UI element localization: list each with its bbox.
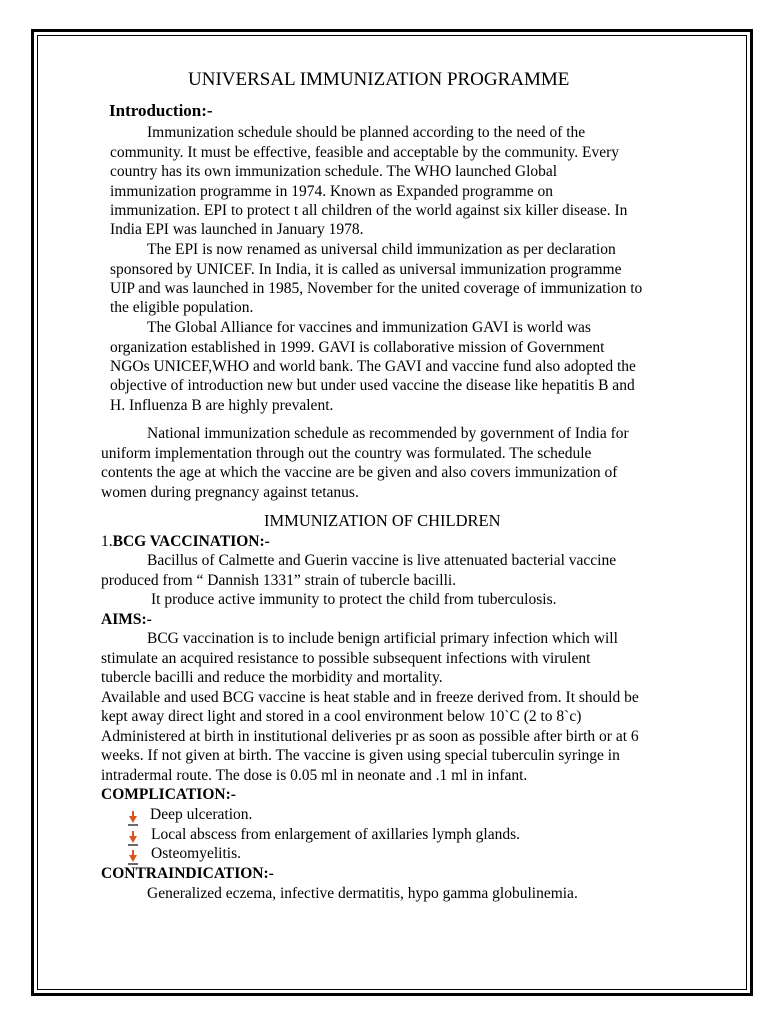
aims-text-line: weeks. If not given at birth. The vaccine is given using special tuberculin syringe in bbox=[101, 747, 620, 764]
contraindication-text: Generalized eczema, infective dermatitis, hypo gamma globulinemia. bbox=[147, 885, 578, 902]
intro-p1-line: immunization. EPI to protect t all children of the world against six killer disease. In bbox=[110, 202, 628, 219]
intro-p3-line: objective of introduction new but under used vaccine the disease like hepatitis B and bbox=[110, 377, 635, 394]
intro-p2-line: sponsored by UNICEF. In India, it is called as universal immunization programme bbox=[110, 261, 622, 278]
intro-p4-line: women during pregnancy against tetanus. bbox=[101, 484, 359, 501]
down-arrow-bullet-icon bbox=[129, 816, 137, 823]
complication-heading: COMPLICATION:- bbox=[101, 786, 236, 803]
complication-item: Deep ulceration. bbox=[150, 806, 253, 823]
contraindication-heading: CONTRAINDICATION:- bbox=[101, 865, 274, 882]
bcg-text-line: It produce active immunity to protect the child from tuberculosis. bbox=[151, 591, 557, 608]
intro-p3-line: NGOs UNICEF,WHO and world bank. The GAVI and vaccine fund also adopted the bbox=[110, 358, 636, 375]
intro-p3-line: organization established in 1999. GAVI is collaborative mission of Government bbox=[110, 339, 605, 356]
aims-text-line: Available and used BCG vaccine is heat stable and in freeze derived from. It should be bbox=[101, 689, 639, 706]
complication-item: Local abscess from enlargement of axillaries lymph glands. bbox=[151, 826, 521, 843]
bcg-heading-line bbox=[101, 532, 270, 551]
intro-p4-line: uniform implementation through out the country was formulated. The schedule bbox=[101, 445, 592, 462]
intro-p2-line: the eligible population. bbox=[110, 299, 254, 316]
children-section-heading: IMMUNIZATION OF CHILDREN bbox=[264, 511, 501, 530]
intro-p1-line: Immunization schedule should be planned according to the need of the bbox=[147, 124, 586, 141]
aims-text-line: Administered at birth in institutional deliveries pr as soon as possible after birth or at 6 bbox=[101, 728, 639, 745]
aims-text-line: tubercle bacilli and reduce the morbidity and mortality. bbox=[101, 669, 443, 686]
bullet-underline bbox=[128, 824, 138, 826]
aims-text-line: BCG vaccination is to include benign artificial primary infection which will bbox=[147, 630, 618, 647]
bcg-text-line: Bacillus of Calmette and Guerin vaccine is live attenuated bacterial vaccine bbox=[147, 552, 617, 569]
aims-heading: AIMS:- bbox=[101, 611, 152, 628]
intro-p1-line: country has its own immunization schedule. The WHO launched Global bbox=[110, 163, 558, 180]
intro-p1-line: India EPI was launched in January 1978. bbox=[110, 221, 364, 238]
intro-p2-line: UIP and was launched in 1985, November for the united coverage of immunization to bbox=[110, 280, 643, 297]
document-title: UNIVERSAL IMMUNIZATION PROGRAMME bbox=[188, 69, 570, 90]
aims-text-line: stimulate an acquired resistance to possible subsequent infections with virulent bbox=[101, 650, 591, 667]
intro-p4-line: National immunization schedule as recommended by government of India for bbox=[147, 425, 629, 442]
bcg-number: 1. bbox=[101, 533, 113, 550]
aims-text-line: intradermal route. The dose is 0.05 ml in neonate and .1 ml in infant. bbox=[101, 767, 528, 784]
introduction-heading: Introduction:- bbox=[109, 101, 213, 120]
down-arrow-bullet-icon bbox=[129, 855, 137, 862]
intro-p1-line: community. It must be effective, feasible and acceptable by the community. Every bbox=[110, 144, 620, 161]
bullet-underline bbox=[128, 844, 138, 846]
bcg-text-line: produced from “ Dannish 1331” strain of tubercle bacilli. bbox=[101, 572, 457, 589]
intro-p4-line: contents the age at which the vaccine are be given and also covers immunization of bbox=[101, 464, 618, 481]
intro-p1-line: immunization programme in 1974. Known as Expanded programme on bbox=[110, 183, 553, 200]
intro-p3-line: The Global Alliance for vaccines and immunization GAVI is world was bbox=[147, 319, 591, 336]
intro-p3-line: H. Influenza B are highly prevalent. bbox=[110, 397, 334, 414]
aims-text-line: kept away direct light and stored in a cool environment below 10`C (2 to 8`c) bbox=[101, 708, 582, 725]
bcg-heading: BCG VACCINATION:- bbox=[112, 533, 270, 550]
complication-item: Osteomyelitis. bbox=[151, 845, 241, 862]
down-arrow-bullet-icon bbox=[129, 836, 137, 843]
intro-p2-line: The EPI is now renamed as universal child immunization as per declaration bbox=[147, 241, 616, 258]
